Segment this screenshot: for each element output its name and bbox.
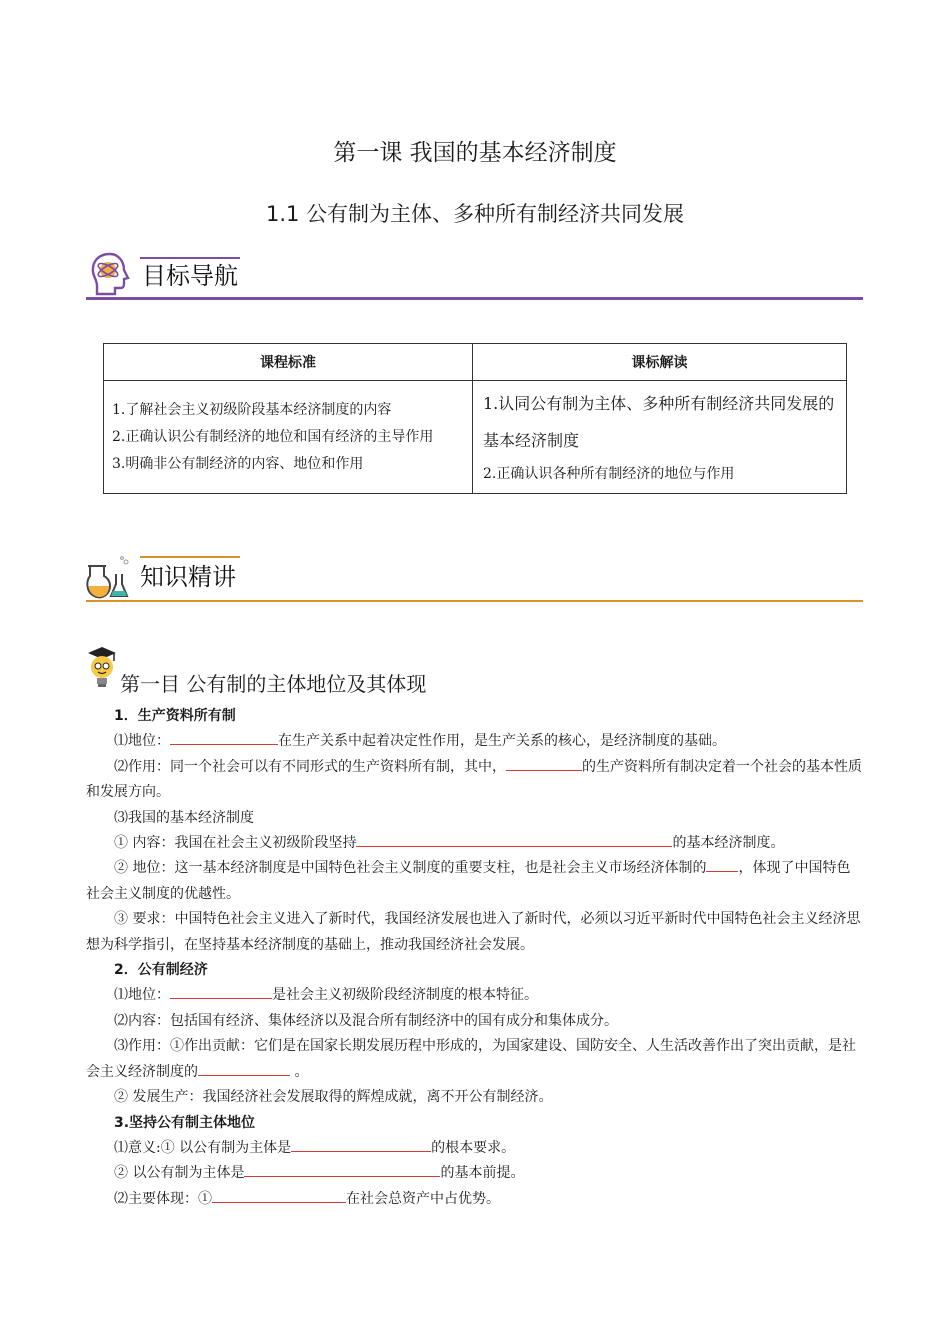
subsection-title: 第一目 公有制的主体地位及其体现: [120, 672, 427, 696]
text-segment: ② 地位：这一基本经济制度是中国特色社会主义制度的重要支柱，也是社会主义市场经济体制的: [114, 860, 707, 877]
content-paragraph: [86, 983, 863, 1008]
content-paragraph: [86, 856, 863, 907]
section-goal-title: 目标导航: [142, 262, 238, 290]
table-header-standard: 课程标准: [104, 344, 473, 381]
standard-item: 2.正确认识公有制经济的地位和国有经济的主导作用: [112, 428, 434, 445]
table-header-interpretation: 课标解读: [473, 344, 847, 381]
standard-item: 1.了解社会主义初级阶段基本经济制度的内容: [112, 401, 392, 418]
content-paragraph: ⑶我国的基本经济制度: [114, 809, 254, 826]
text-segment: 的基本前提。: [440, 1165, 525, 1182]
content-paragraph: [86, 729, 863, 754]
content-heading: 3.坚持公有制主体地位: [114, 1114, 256, 1131]
text-segment: 的生产资料所有制决定着一个社会的基本性质和发展方向。: [86, 758, 862, 801]
fill-blank[interactable]: [706, 857, 738, 872]
content-heading: 2．公有制经济: [114, 962, 208, 979]
section-divider: [86, 600, 863, 602]
text-segment: ⑵作用：同一个社会可以有不同形式的生产资料所有制，其中，: [114, 758, 506, 775]
content-heading: 1．生产资料所有制: [114, 708, 236, 724]
content-paragraph: ② 发展生产：我国经济社会发展取得的辉煌成就，离不开公有制经济。: [114, 1089, 553, 1106]
fill-blank[interactable]: [244, 1162, 440, 1177]
standard-item: 3.明确非公有制经济的内容、地位和作用: [112, 455, 364, 472]
fill-blank[interactable]: [506, 756, 582, 771]
scholar-bulb-icon: [86, 645, 120, 691]
content-paragraph: [86, 831, 863, 856]
page-subtitle: 1.1 公有制为主体、多种所有制经济共同发展: [265, 202, 685, 226]
text-segment: ⑴意义:① 以公有制为主体是: [114, 1139, 292, 1156]
section-divider: [86, 297, 863, 300]
text-segment: ，体现了中国特色社会主义制度的优越性。: [86, 860, 851, 902]
standards-table: [103, 343, 847, 494]
text-segment: ⑴地位：: [114, 987, 170, 1004]
text-segment: 的根本要求。: [431, 1139, 516, 1156]
content-paragraph: ⑵内容：包括国有经济、集体经济以及混合所有制经济中的国有成分和集体成分。: [114, 1012, 618, 1029]
text-segment: 在生产关系中起着决定性作用，是生产关系的核心，是经济制度的基础。: [278, 733, 726, 750]
text-segment: ⑶作用：①作出贡献：它们是在国家长期发展历程中形成的，为国家建设、国防安全、人生活改善作出了突出贡献，是社会主义经济制度的: [86, 1038, 856, 1080]
text-segment: ② 以公有制为主体是: [114, 1165, 245, 1182]
section-knowledge-title: 知识精讲: [140, 563, 236, 591]
fill-blank[interactable]: [356, 832, 672, 847]
text-segment: ⑴地位：: [114, 733, 170, 750]
text-segment: 是社会主义初级阶段经济制度的根本特征。: [272, 987, 538, 1004]
interpretation-item: 2.正确认识各种所有制经济的地位与作用: [483, 466, 735, 482]
standard-cell: [104, 381, 473, 494]
fill-blank[interactable]: [198, 1061, 290, 1076]
interpretation-item: 1.认同公有制为主体、多种所有制经济共同发展的基本经济制度: [483, 394, 835, 450]
page-title: 第一课 我国的基本经济制度: [333, 140, 617, 166]
content-paragraph: [86, 1187, 863, 1212]
text-segment: ① 内容：我国在社会主义初级阶段坚持: [114, 835, 357, 852]
head-brain-icon: [88, 250, 132, 296]
content-paragraph: [86, 1034, 863, 1085]
lab-flask-icon: [86, 556, 132, 600]
text-segment: 的基本经济制度。: [672, 835, 785, 852]
text-segment: 在社会总资产中占优势。: [346, 1190, 500, 1207]
knowledge-content: [86, 704, 863, 1212]
fill-blank[interactable]: [212, 1188, 346, 1203]
fill-blank[interactable]: [170, 984, 272, 999]
content-paragraph: [86, 755, 863, 806]
content-paragraph: ③ 要求：中国特色社会主义进入了新时代，我国经济发展也进入了新时代，必须以习近平新时代中国特色社会主义经济思想为科学指引，在坚持基本经济制度的基础上，推动我国经济社会发展。: [86, 911, 861, 953]
content-paragraph: [86, 1161, 863, 1186]
text-segment: 。: [290, 1063, 309, 1080]
content-paragraph: [86, 1136, 863, 1161]
fill-blank[interactable]: [291, 1137, 431, 1152]
interpretation-cell: [473, 381, 847, 494]
fill-blank[interactable]: [170, 730, 278, 745]
text-segment: ⑵主要体现：①: [114, 1190, 212, 1207]
